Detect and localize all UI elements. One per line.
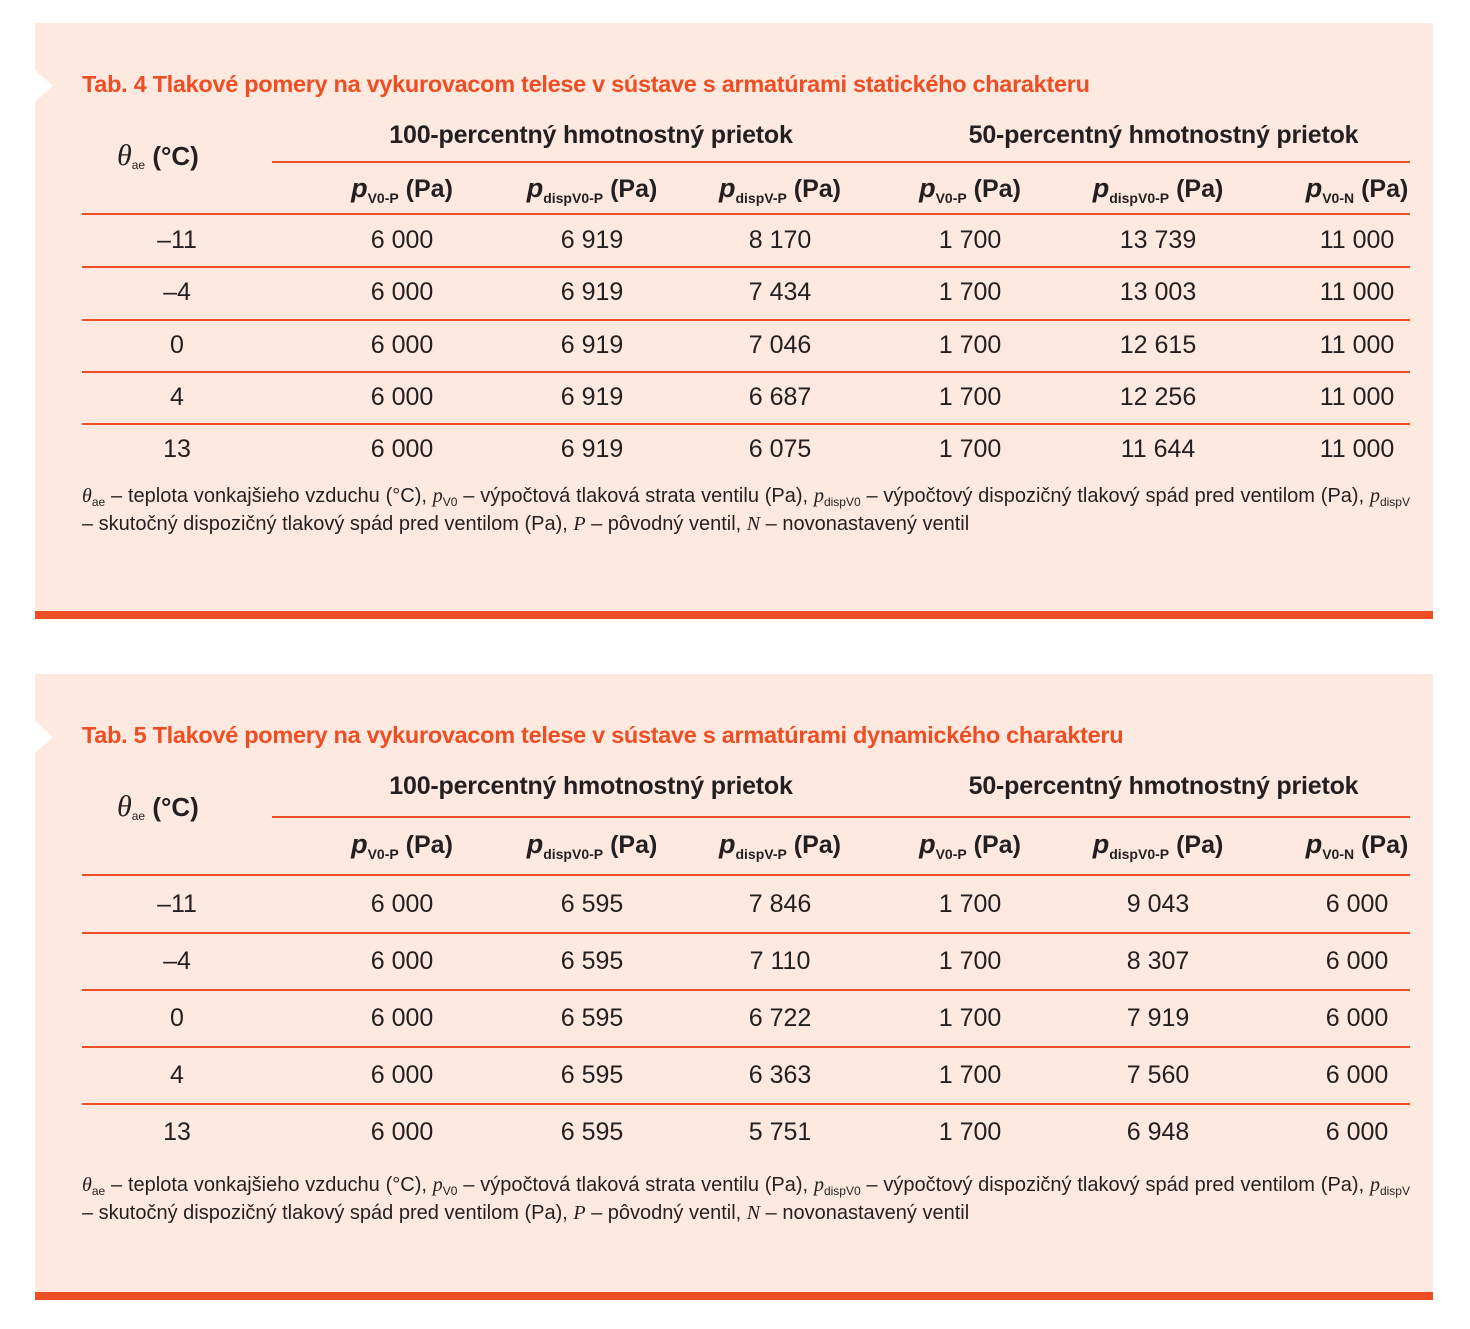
pressure-cell: 11 000 [1319, 330, 1395, 359]
pressure-cell: 6 687 [748, 383, 812, 412]
pressure-cell: 6 919 [560, 435, 624, 464]
table-panel-5 [35, 674, 1433, 1300]
pressure-cell: 6 595 [560, 1060, 624, 1089]
bottom-accent-bar [35, 1292, 1433, 1300]
pressure-cell: 11 000 [1319, 383, 1395, 412]
pressure-cell: 7 046 [748, 330, 812, 359]
footnote-fragment: dispV [1379, 1184, 1410, 1198]
pressure-cell: 6 000 [1325, 1060, 1389, 1089]
pressure-cell: 6 919 [560, 330, 624, 359]
temperature-cell: –11 [157, 226, 197, 255]
pressure-cell: 1 700 [938, 435, 1002, 464]
column-group-header: 100-percentný hmotnostný prietok [389, 772, 793, 800]
table-row [82, 876, 1410, 933]
table-row [82, 933, 1410, 990]
footnote-fragment: – výpočtový dispozičný tlakový spád pred ventilom (Pa), [860, 485, 1370, 507]
footnote-fragment: – výpočtová tlaková strata ventilu (Pa), [457, 485, 814, 507]
pressure-cell: 6 000 [1325, 946, 1389, 975]
footnote-fragment: p [1369, 1174, 1380, 1196]
footnote-fragment: p [813, 485, 824, 507]
table-footnote [82, 485, 1410, 535]
column-header: $p_{dispV0-P}$ (Pa) [526, 829, 658, 862]
footnote-fragment: – teplota vonkajšieho vzduchu (°C), [105, 485, 433, 507]
column-header: $p_{dispV0-P}$ (Pa) [1092, 829, 1224, 862]
footnote-fragment: ae [91, 1184, 106, 1198]
pressure-cell: 6 595 [560, 946, 624, 975]
pressure-cell: 13 739 [1119, 226, 1197, 255]
footnote-fragment: V0 [442, 1184, 458, 1198]
pressure-cell: 6 075 [748, 435, 812, 464]
column-header: $p_{V0-P}$ (Pa) [919, 829, 1021, 862]
column-group-header: 50-percentný hmotnostný prietok [968, 121, 1359, 149]
column-header: $p_{V0-N}$ (Pa) [1305, 173, 1409, 206]
footnote-fragment: dispV0 [823, 495, 861, 509]
panel-notch [35, 721, 53, 753]
footnote-fragment: P [573, 1202, 586, 1224]
footnote-fragment: N [746, 513, 761, 535]
pressure-cell: 6 363 [748, 1060, 812, 1089]
pressure-cell: 6 000 [370, 1117, 434, 1146]
footnote-fragment: p [1369, 485, 1380, 507]
footnote-fragment: V0 [442, 495, 458, 509]
footnote-fragment: p [432, 485, 443, 507]
pressure-cell: 11 644 [1120, 435, 1196, 464]
temperature-cell: 13 [163, 435, 191, 464]
table-row [82, 372, 1410, 424]
pressure-cell: 1 700 [938, 946, 1002, 975]
column-header: $p_{V0-P}$ (Pa) [919, 173, 1021, 206]
pressure-cell: 6 919 [560, 383, 624, 412]
pressure-cell: 11 000 [1319, 226, 1395, 255]
pressure-cell: 7 846 [748, 889, 812, 918]
table-row [82, 267, 1410, 319]
bottom-accent-bar [35, 611, 1433, 619]
pressure-cell: 1 700 [938, 383, 1002, 412]
table-row [82, 1047, 1410, 1104]
pressure-cell: 6 000 [370, 278, 434, 307]
footnote-fragment: p [813, 1174, 824, 1196]
table-row [82, 424, 1410, 476]
pressure-cell: 12 615 [1119, 330, 1197, 359]
pressure-cell: 6 000 [1325, 1117, 1389, 1146]
footnote-fragment: – skutočný dispozičný tlakový spád pred ventilom (Pa), [82, 1202, 574, 1224]
panel-notch [35, 70, 53, 102]
table-title: Tab. 5 Tlakové pomery na vykurovacom telese v sústave s armatúrami dynamického charakteru [82, 722, 1124, 748]
pressure-cell: 11 000 [1319, 435, 1395, 464]
pressure-cell: 1 700 [938, 226, 1002, 255]
temperature-cell: –4 [163, 278, 191, 307]
temperature-cell: 13 [163, 1117, 191, 1146]
footnote-fragment: – výpočtový dispozičný tlakový spád pred ventilom (Pa), [860, 1174, 1370, 1196]
column-group-header: 50-percentný hmotnostný prietok [968, 772, 1359, 800]
pressure-cell: 6 595 [560, 1117, 624, 1146]
pressure-cell: 11 000 [1319, 278, 1395, 307]
pressure-cell: 9 043 [1126, 889, 1190, 918]
table-row [82, 1104, 1410, 1161]
table-title: Tab. 4 Tlakové pomery na vykurovacom telese v sústave s armatúrami statického charakteru [82, 71, 1090, 97]
pressure-cell: 7 919 [1126, 1003, 1190, 1032]
footnote-fragment: – novonastavený ventil [760, 513, 970, 535]
pressure-cell: 12 256 [1119, 383, 1197, 412]
footnote-fragment: dispV [1379, 495, 1410, 509]
pressure-cell: 1 700 [938, 1117, 1002, 1146]
pressure-cell: 6 000 [370, 889, 434, 918]
column-header: $p_{dispV-P}$ (Pa) [718, 829, 842, 862]
footnote-fragment: θ [82, 1174, 92, 1196]
footnote-fragment: – skutočný dispozičný tlakový spád pred ventilom (Pa), [82, 513, 574, 535]
pressure-cell: 7 434 [748, 278, 812, 307]
footnote-fragment: – výpočtová tlaková strata ventilu (Pa), [457, 1174, 814, 1196]
pressure-cell: 1 700 [938, 278, 1002, 307]
pressure-cell: 1 700 [938, 889, 1002, 918]
pressure-cell: 6 000 [370, 946, 434, 975]
pressure-cell: 7 110 [749, 946, 811, 975]
temperature-cell: 4 [170, 1060, 184, 1089]
column-header: $p_{V0-N}$ (Pa) [1305, 829, 1409, 862]
pressure-cell: 6 595 [560, 1003, 624, 1032]
column-header: $p_{dispV-P}$ (Pa) [718, 173, 842, 206]
column-header: $p_{dispV0-P}$ (Pa) [1092, 173, 1224, 206]
pressure-cell: 6 000 [370, 330, 434, 359]
table-row [82, 990, 1410, 1047]
temperature-cell: 0 [170, 330, 184, 359]
footnote-fragment: p [432, 1174, 443, 1196]
pressure-cell: 5 751 [748, 1117, 812, 1146]
pressure-cell: 6 948 [1126, 1117, 1190, 1146]
footnote-fragment: θ [82, 485, 92, 507]
pressure-cell: 1 700 [938, 1060, 1002, 1089]
column-header: $p_{V0-P}$ (Pa) [351, 173, 453, 206]
table-panel-4 [35, 23, 1433, 619]
pressure-cell: 6 000 [1325, 889, 1389, 918]
pressure-cell: 6 000 [370, 1003, 434, 1032]
footnote-fragment: ae [91, 495, 106, 509]
pressure-cell: 1 700 [938, 330, 1002, 359]
pressure-cell: 6 595 [560, 889, 624, 918]
pressure-cell: 7 560 [1126, 1060, 1190, 1089]
pressure-cell: 8 170 [748, 226, 812, 255]
footnote-fragment: – novonastavený ventil [760, 1202, 970, 1224]
footnote-fragment: – pôvodný ventil, [585, 513, 747, 535]
pressure-cell: 6 000 [1325, 1003, 1389, 1032]
table-row [82, 215, 1410, 267]
footnote-fragment: N [746, 1202, 761, 1224]
pressure-cell: 1 700 [938, 1003, 1002, 1032]
row-header-temperature: $\theta_{ae}$ (°C) [117, 790, 199, 823]
column-header: $p_{dispV0-P}$ (Pa) [526, 173, 658, 206]
footnote-fragment: dispV0 [823, 1184, 861, 1198]
pressure-cell: 6 000 [370, 435, 434, 464]
group-underline [272, 161, 1410, 163]
pressure-cell: 6 722 [748, 1003, 812, 1032]
pressure-cell: 6 000 [370, 383, 434, 412]
footnote-fragment: – pôvodný ventil, [585, 1202, 747, 1224]
temperature-cell: –4 [163, 946, 191, 975]
pressure-cell: 6 919 [560, 226, 624, 255]
group-underline [272, 816, 1410, 818]
footnote-fragment: P [573, 513, 586, 535]
table-footnote [82, 1174, 1410, 1224]
temperature-cell: 4 [170, 383, 184, 412]
pressure-cell: 6 000 [370, 226, 434, 255]
column-header: $p_{V0-P}$ (Pa) [351, 829, 453, 862]
temperature-cell: –11 [157, 889, 197, 918]
row-header-temperature: $\theta_{ae}$ (°C) [117, 139, 199, 172]
pressure-cell: 13 003 [1119, 278, 1197, 307]
column-group-header: 100-percentný hmotnostný prietok [389, 121, 793, 149]
table-row [82, 320, 1410, 372]
temperature-cell: 0 [170, 1003, 184, 1032]
pressure-cell: 6 000 [370, 1060, 434, 1089]
pressure-cell: 6 919 [560, 278, 624, 307]
footnote-fragment: – teplota vonkajšieho vzduchu (°C), [105, 1174, 433, 1196]
pressure-cell: 8 307 [1126, 946, 1190, 975]
